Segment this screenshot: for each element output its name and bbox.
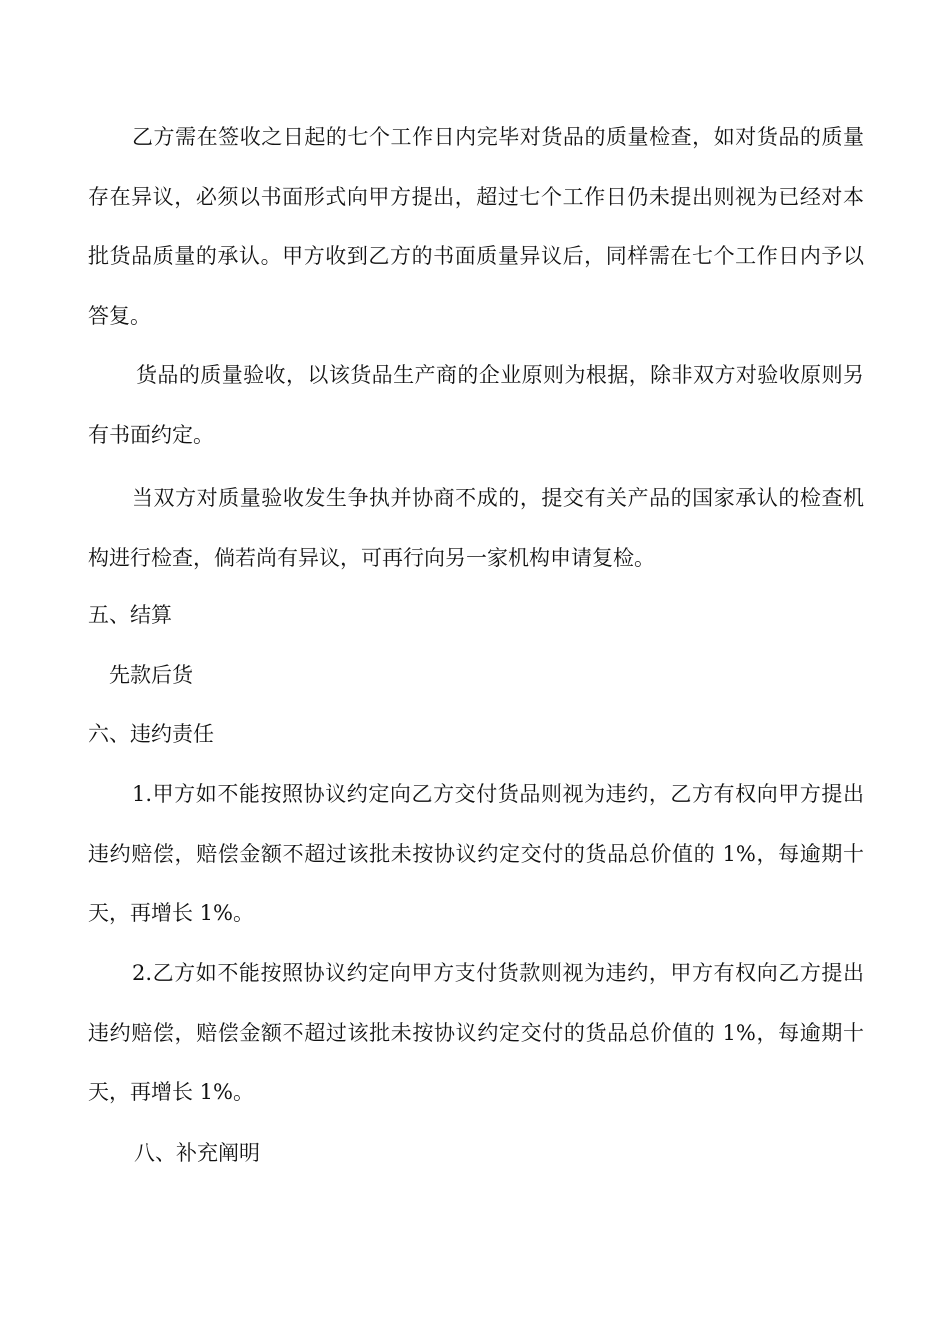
section-5-heading: 五、结算 (88, 603, 172, 627)
paragraph-dispute-resolution: 当双方对质量验收发生争执并协商不成的，提交有关产品的国家承认的检查机构进行检查，倘若尚有异议，可再行向另一家机构申请复检。 (88, 486, 864, 570)
paragraph-quality-acceptance: 货品的质量验收，以该货品生产商的企业原则为根据，除非双方对验收原则另有书面约定。 (88, 363, 864, 447)
section-5-body: 先款后货 (109, 663, 193, 687)
section-6-heading: 六、违约责任 (88, 722, 214, 746)
paragraph-quality-inspection: 乙方需在签收之日起的七个工作日内完毕对货品的质量检查，如对货品的质量存在异议，必须以书面形式向甲方提出，超过七个工作日仍未提出则视为已经对本批货品质量的承认。甲方收到乙方的书面质量异议后，同样需在七个工作日内予以答复。 (88, 125, 864, 328)
penalty-clause-2: 2.乙方如不能按照协议约定向甲方支付货款则视为违约，甲方有权向乙方提出违约赔偿，赔偿金额不超过该批未按协议约定交付的货品总价值的 1%，每逾期十天，再增长 1%。 (88, 961, 864, 1104)
section-8-heading: 八、补充阐明 (134, 1141, 260, 1165)
penalty-clause-1: 1.甲方如不能按照协议约定向乙方交付货品则视为违约，乙方有权向甲方提出违约赔偿，赔偿金额不超过该批未按协议约定交付的货品总价值的 1%，每逾期十天，再增长 1%。 (88, 782, 864, 925)
